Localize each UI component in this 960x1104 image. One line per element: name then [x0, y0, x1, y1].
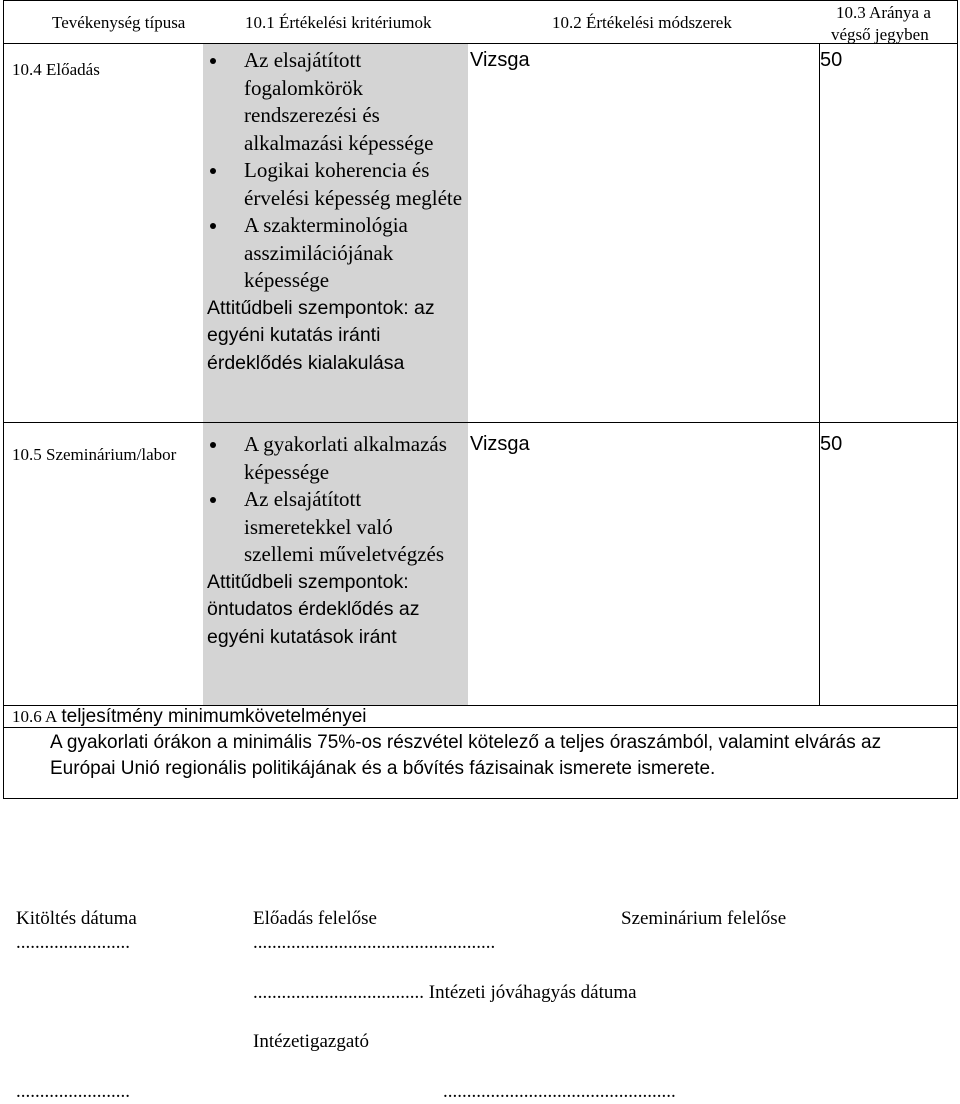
header-evaluation-methods: 10.2 Értékelési módszerek	[552, 13, 732, 32]
seminar-responsible-label: Szeminárium felelőse	[621, 908, 787, 929]
requirements-label	[12, 706, 367, 729]
director-label: Intézetigazgató	[253, 1031, 370, 1052]
row-criteria-lecture	[207, 47, 464, 377]
bullet-icon	[210, 223, 216, 229]
header-evaluation-criteria: 10.1 Értékelési kritériumok	[245, 13, 432, 32]
list-item: Az elsajátított ismeretekkel való szellemi műveletvégzés	[207, 486, 464, 569]
row-share-seminar: 50	[820, 433, 843, 455]
row-criteria-seminar	[207, 431, 464, 651]
header-share-line1: 10.3 Aránya a	[836, 3, 931, 22]
list-item: Logikai koherencia és érvelési képesség megléte	[207, 157, 464, 212]
requirements-label-main: teljesítmény minimumkövetelményei	[61, 706, 367, 727]
table-border-right	[957, 0, 958, 799]
row-method-seminar: Vizsga	[470, 433, 530, 455]
bottom-right-dots: .................................................	[443, 1081, 676, 1102]
attitude-criteria: Attitűdbeli szempontok: öntudatos érdeklődés az egyéni kutatások iránt	[207, 570, 420, 648]
table-column-divider	[819, 43, 820, 705]
table-row-divider	[3, 422, 957, 423]
list-item: A gyakorlati alkalmazás képessége	[207, 431, 464, 486]
list-item: A szakterminológia asszimilációjának képessége	[207, 212, 464, 295]
bullet-icon	[210, 58, 216, 64]
bullet-icon	[210, 168, 216, 174]
row-activity-lecture: 10.4 Előadás	[12, 60, 100, 79]
bullet-icon	[210, 442, 216, 448]
header-activity-type: Tevékenység típusa	[52, 13, 186, 32]
list-item: Az elsajátított fogalomkörök rendszerezési és alkalmazási képessége	[207, 47, 464, 157]
approval-date-line	[253, 981, 637, 1005]
requirements-text: A gyakorlati órákon a minimális 75%-os részvétel kötelező a teljes óraszámból, valamint elvárás az Európai Unió regionális politikájának és a bővítés fázisainak ismerete ismerete.	[50, 732, 882, 779]
row-share-lecture: 50	[820, 49, 843, 71]
approval-date-dots: ....................................	[253, 982, 424, 1003]
table-border-top	[3, 0, 957, 1]
approval-date-label: Intézeti jóváhagyás dátuma	[428, 982, 637, 1003]
row-method-lecture: Vizsga	[470, 49, 530, 71]
table-border-left	[3, 0, 4, 799]
bottom-left-dots: ........................	[16, 1081, 130, 1102]
lecture-responsible-dots: ...................................................	[253, 932, 496, 953]
lecture-responsible-label: Előadás felelőse	[253, 908, 377, 929]
table-header-divider	[3, 43, 957, 44]
row-activity-seminar: 10.5 Szeminárium/labor	[12, 445, 177, 464]
fill-date-dots: ........................	[16, 932, 130, 953]
bullet-icon	[210, 497, 216, 503]
requirements-label-prefix: 10.6 A	[12, 707, 58, 726]
table-border-bottom	[3, 798, 957, 799]
attitude-criteria: Attitűdbeli szempontok: az egyéni kutatás iránti érdeklődés kialakulása	[207, 296, 435, 374]
header-share-line2: végső jegyben	[831, 25, 929, 44]
fill-date-label: Kitöltés dátuma	[16, 908, 137, 929]
